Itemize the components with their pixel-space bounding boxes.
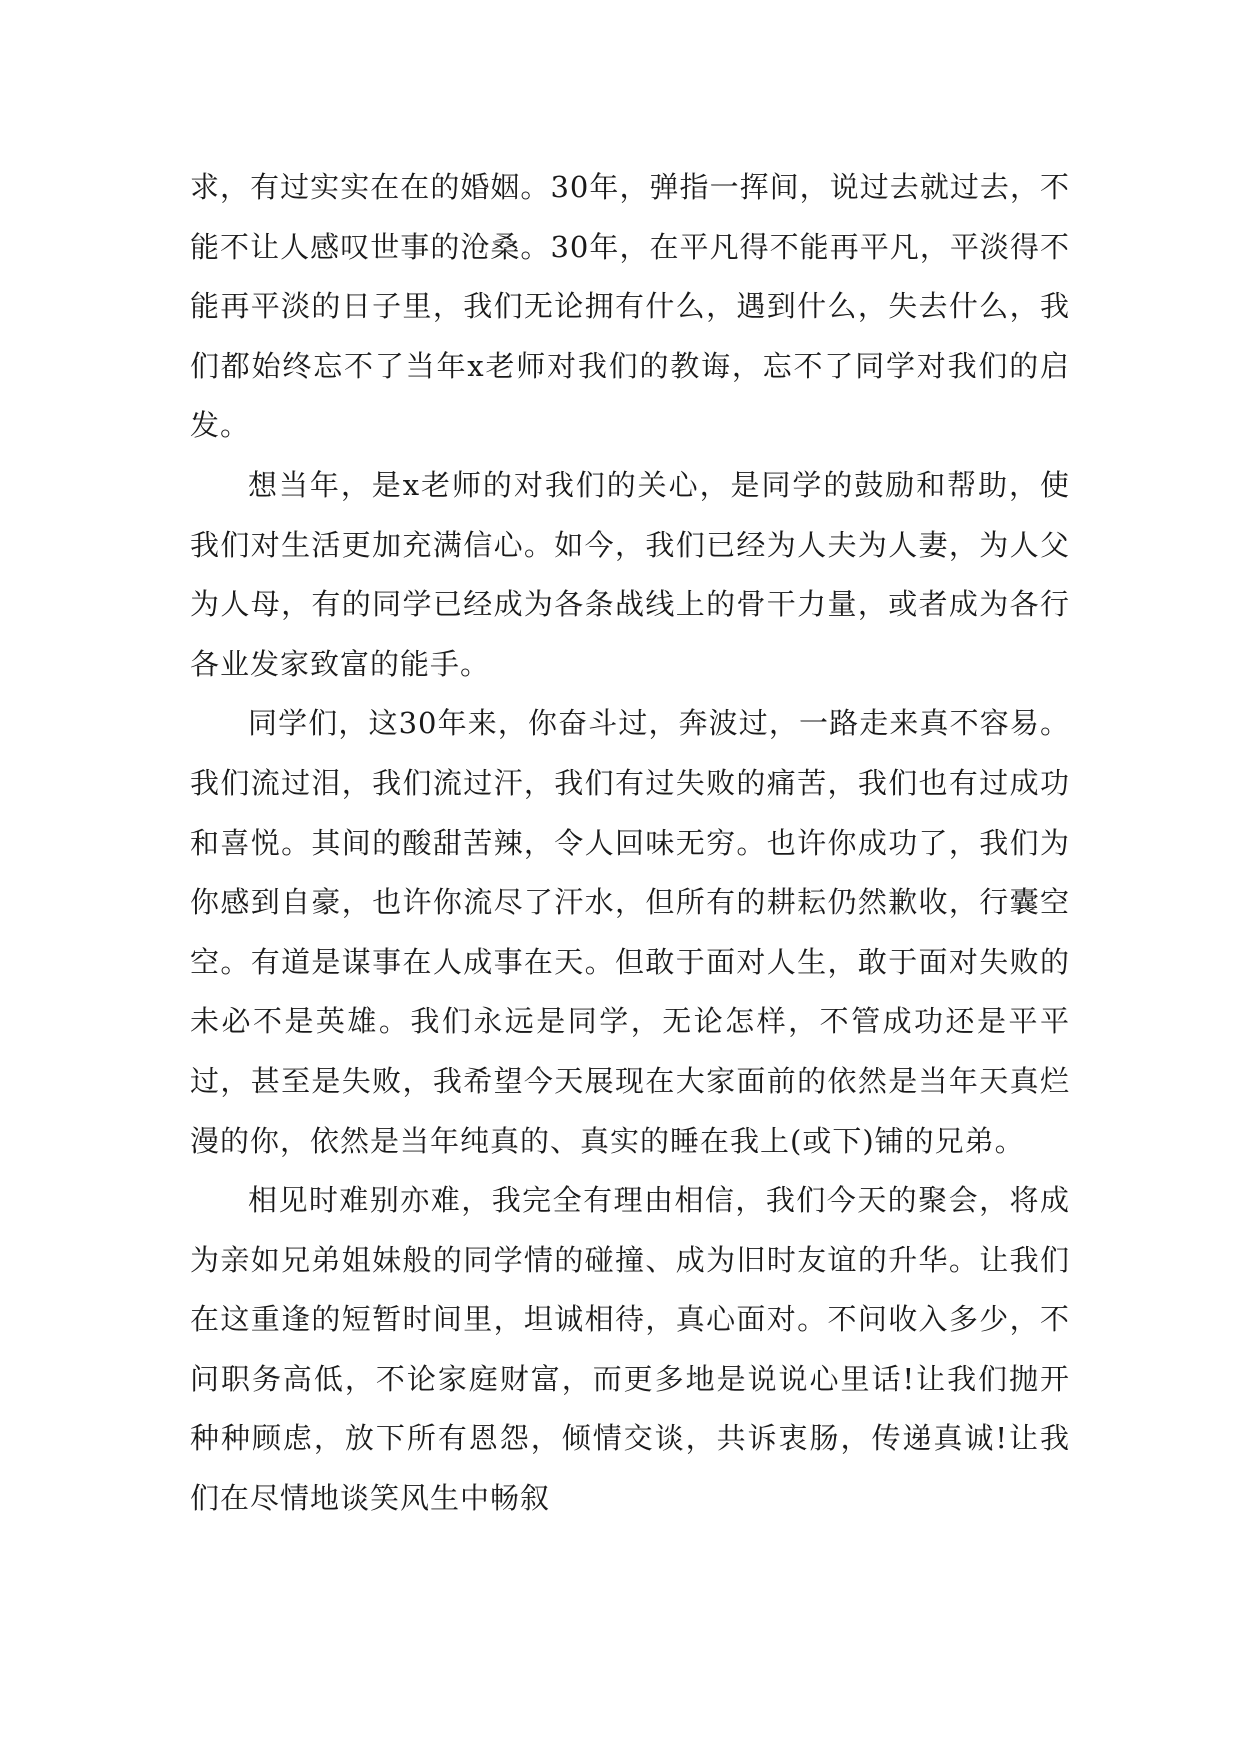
- paragraph-continuation: 求，有过实实在在的婚姻。30年，弹指一挥间，说过去就过去，不能不让人感叹世事的沧桑。30年，在平凡得不能再平凡，平淡得不能再平淡的日子里，我们无论拥有什么，遇到什么，失去什么，我们都始终忘不了当年x老师对我们的教诲，忘不了同学对我们的启发。: [190, 170, 1070, 443]
- paragraph-thirty-years: 同学们，这30年来，你奋斗过，奔波过，一路走来真不容易。我们流过泪，我们流过汗，我们有过失败的痛苦，我们也有过成功和喜悦。其间的酸甜苦辣，令人回味无穷。也许你成功了，我们为你感到自豪，也许你流尽了汗水，但所有的耕耘仍然歉收，行囊空空。有道是谋事在人成事在天。但敢于面对人生，敢于面对失败的未必不是英雄。我们永远是同学，无论怎样，不管成功还是平平过，甚至是失败，我希望今天展现在大家面前的依然是当年天真烂漫的你，依然是当年纯真的、真实的睡在我上(或下)铺的兄弟。: [190, 706, 1070, 1158]
- paragraph-reunion: 相见时难别亦难，我完全有理由相信，我们今天的聚会，将成为亲如兄弟姐妹般的同学情的碰撞、成为旧时友谊的升华。让我们在这重逢的短暂时间里，坦诚相待，真心面对。不问收入多少，不问职务高低，不论家庭财富，而更多地是说说心里话!让我们抛开种种顾虑，放下所有恩怨，倾情交谈，共诉衷肠，传递真诚!让我们在尽情地谈笑风生中畅叙: [190, 1183, 1070, 1516]
- paragraph-teacher-care: 想当年，是x老师的对我们的关心，是同学的鼓励和帮助，使我们对生活更加充满信心。如今，我们已经为人夫为人妻，为人父为人母，有的同学已经成为各条战线上的骨干力量，或者成为各行各业发家致富的能手。: [190, 467, 1070, 681]
- document-body: [190, 158, 1070, 1529]
